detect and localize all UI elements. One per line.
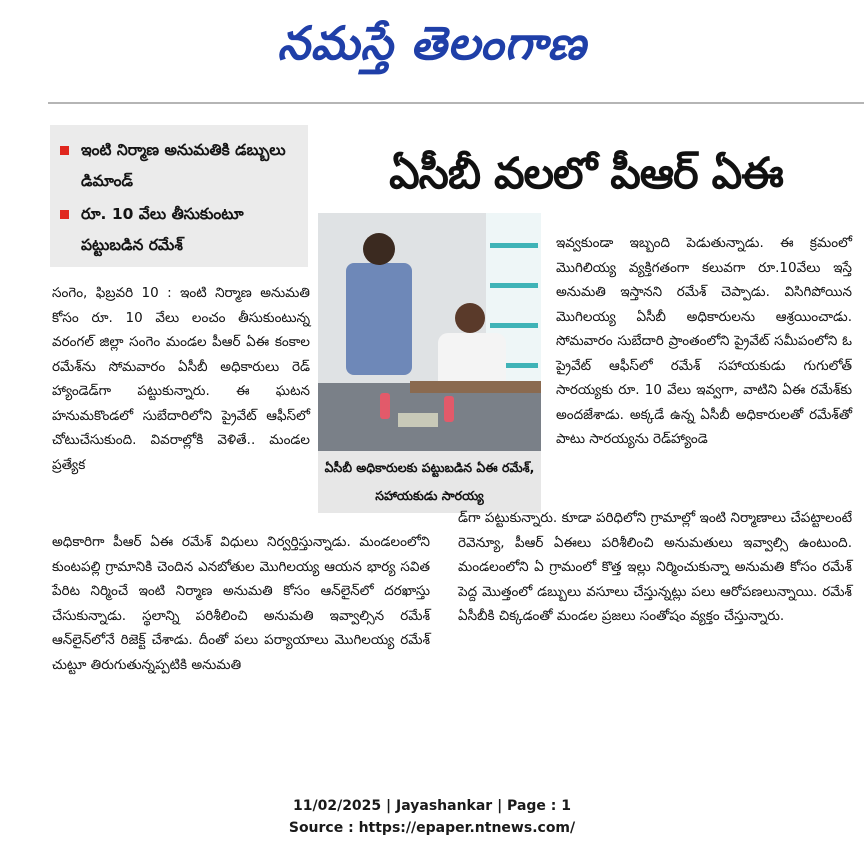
highlight-item	[60, 199, 300, 261]
highlight-item	[60, 135, 300, 197]
photo-caption: ఏసీబీ అధికారులకు పట్టుబడిన ఏఈ రమేశ్, సహాయకుడు సారయ్య	[318, 451, 541, 513]
page-footer	[0, 795, 864, 839]
article-bottom-left-column	[52, 530, 430, 677]
article-headline: ఏసీబీ వలలో పీఆర్ ఏఈ	[389, 149, 783, 199]
footer-edition-info: 11/02/2025 | Jayashankar | Page : 1	[293, 798, 571, 814]
masthead-divider	[48, 102, 864, 104]
newspaper-masthead: నమస్తే తెలంగాణ	[277, 16, 587, 70]
article-paragraph: ఇవ్వకుండా ఇబ్బంది పెడుతున్నాడు. ఈ క్రమంలో మొగిలియ్య వ్యక్తిగతంగా కలువగా రూ.10వేలు ఇస్తే అనుమతి ఇస్తానని రమేశ్ చెప్పాడు. విసిగిపోయిన మొగిలయ్య ఏసీబీ అధికారులను ఆశ్రయించాడు. సోమవారం సుబేదారి ప్రాంతంలోని ప్రైవేట్ సమీపంలోని ఓ ప్రైవేట్ ఆఫీస్‌లో రమేశ్ సహాయకుడు గుగులోత్ సారయ్యకు రూ. 10 వేలు ఇవ్వగా, వాటిని ఏఈ రమేశ్‌కు అందజేశాడు. అక్కడే ఉన్న ఏసీబీ అధికారులతో రమేశ్‌తో పాటు సారయ్యను రెడ్‌హ్యాండె	[556, 235, 852, 447]
article-left-column	[52, 281, 310, 477]
footer-source: Source : https://epaper.ntnews.com/	[288, 820, 576, 836]
red-bullet-icon	[60, 210, 69, 219]
highlight-text: రూ. 10 వేలు తీసుకుంటూ పట్టుబడిన రమేశ్	[81, 205, 244, 254]
article-bottom-right-column	[458, 506, 852, 629]
red-bullet-icon	[60, 146, 69, 155]
photo-illustration	[318, 213, 541, 451]
highlights-box	[50, 125, 308, 267]
article-paragraph: అధికారిగా పీఆర్ ఏఈ రమేశ్ విధులు నిర్వర్తిస్తున్నాడు. మండలంలోని కుంటపల్లి గ్రామానికి చెందిన ఎనబోతుల మొగిలయ్య ఆయన భార్య సవిత పేరిట నిర్మించే ఇంటి నిర్మాణ అనుమతి కోసం ఆన్‌లైన్‌లో దరఖాస్తు చేసుకున్నాడు. స్థలాన్ని పరిశీలించి అనుమతి ఇవ్వాల్సిన రమేశ్ ఆన్‌లైన్‌లోనే రిజెక్ట్ చేశాడు. దీంతో పలు పర్యాయాలు మొగిలయ్య రమేశ్ చుట్టూ తిరుగుతున్నప్పటికి అనుమతి	[52, 534, 430, 673]
article-right-column	[556, 231, 852, 452]
article-paragraph: డ్‌గా పట్టుకున్నారు. కూడా పరిధిలోని గ్రామాల్లో ఇంటి నిర్మాణాలు చేపట్టాలంటే రెవెన్యూ, పీఆర్ ఏఈలు పరిశీలించి అనుమతులు ఇవ్వాల్సి ఉంటుంది. మండలంలోని ఏ గ్రామంలో కొత్త ఇల్లు నిర్మించుకున్నా అనుమతి కోసం రమేశ్ పెద్ద మొత్తంలో డబ్బులు వసూలు చేస్తున్నట్లు పలు ఆరోపణలున్నాయి. రమేశ్ ఏసీబీకి చిక్కడంతో మండల ప్రజలు సంతోషం వ్యక్తం చేస్తున్నారు.	[458, 510, 852, 624]
highlight-text: ఇంటి నిర్మాణ అనుమతికి డబ్బులు డిమాండ్	[81, 141, 286, 190]
article-paragraph: సంగెం, ఫిబ్రవరి 10 : ఇంటి నిర్మాణ అనుమతి కోసం రూ. 10 వేలు లంచం తీసుకుంటున్న వరంగల్ జిల్లా సంగెం మండల పీఆర్ ఏఈ కంకాల రమేశ్‌ను సోమవారం ఏసీబీ అధికారులు రెడ్ హ్యాండెడ్‌గా పట్టుకున్నారు. ఈ ఘటన హనుమకొండలో సుబేదారిలోని ప్రైవేట్ ఆఫీస్‌లో చోటుచేసుకుంది. వివరాల్లోకి వెళితే.. మండల ప్రత్యేక	[52, 285, 310, 473]
news-photo	[318, 213, 541, 451]
